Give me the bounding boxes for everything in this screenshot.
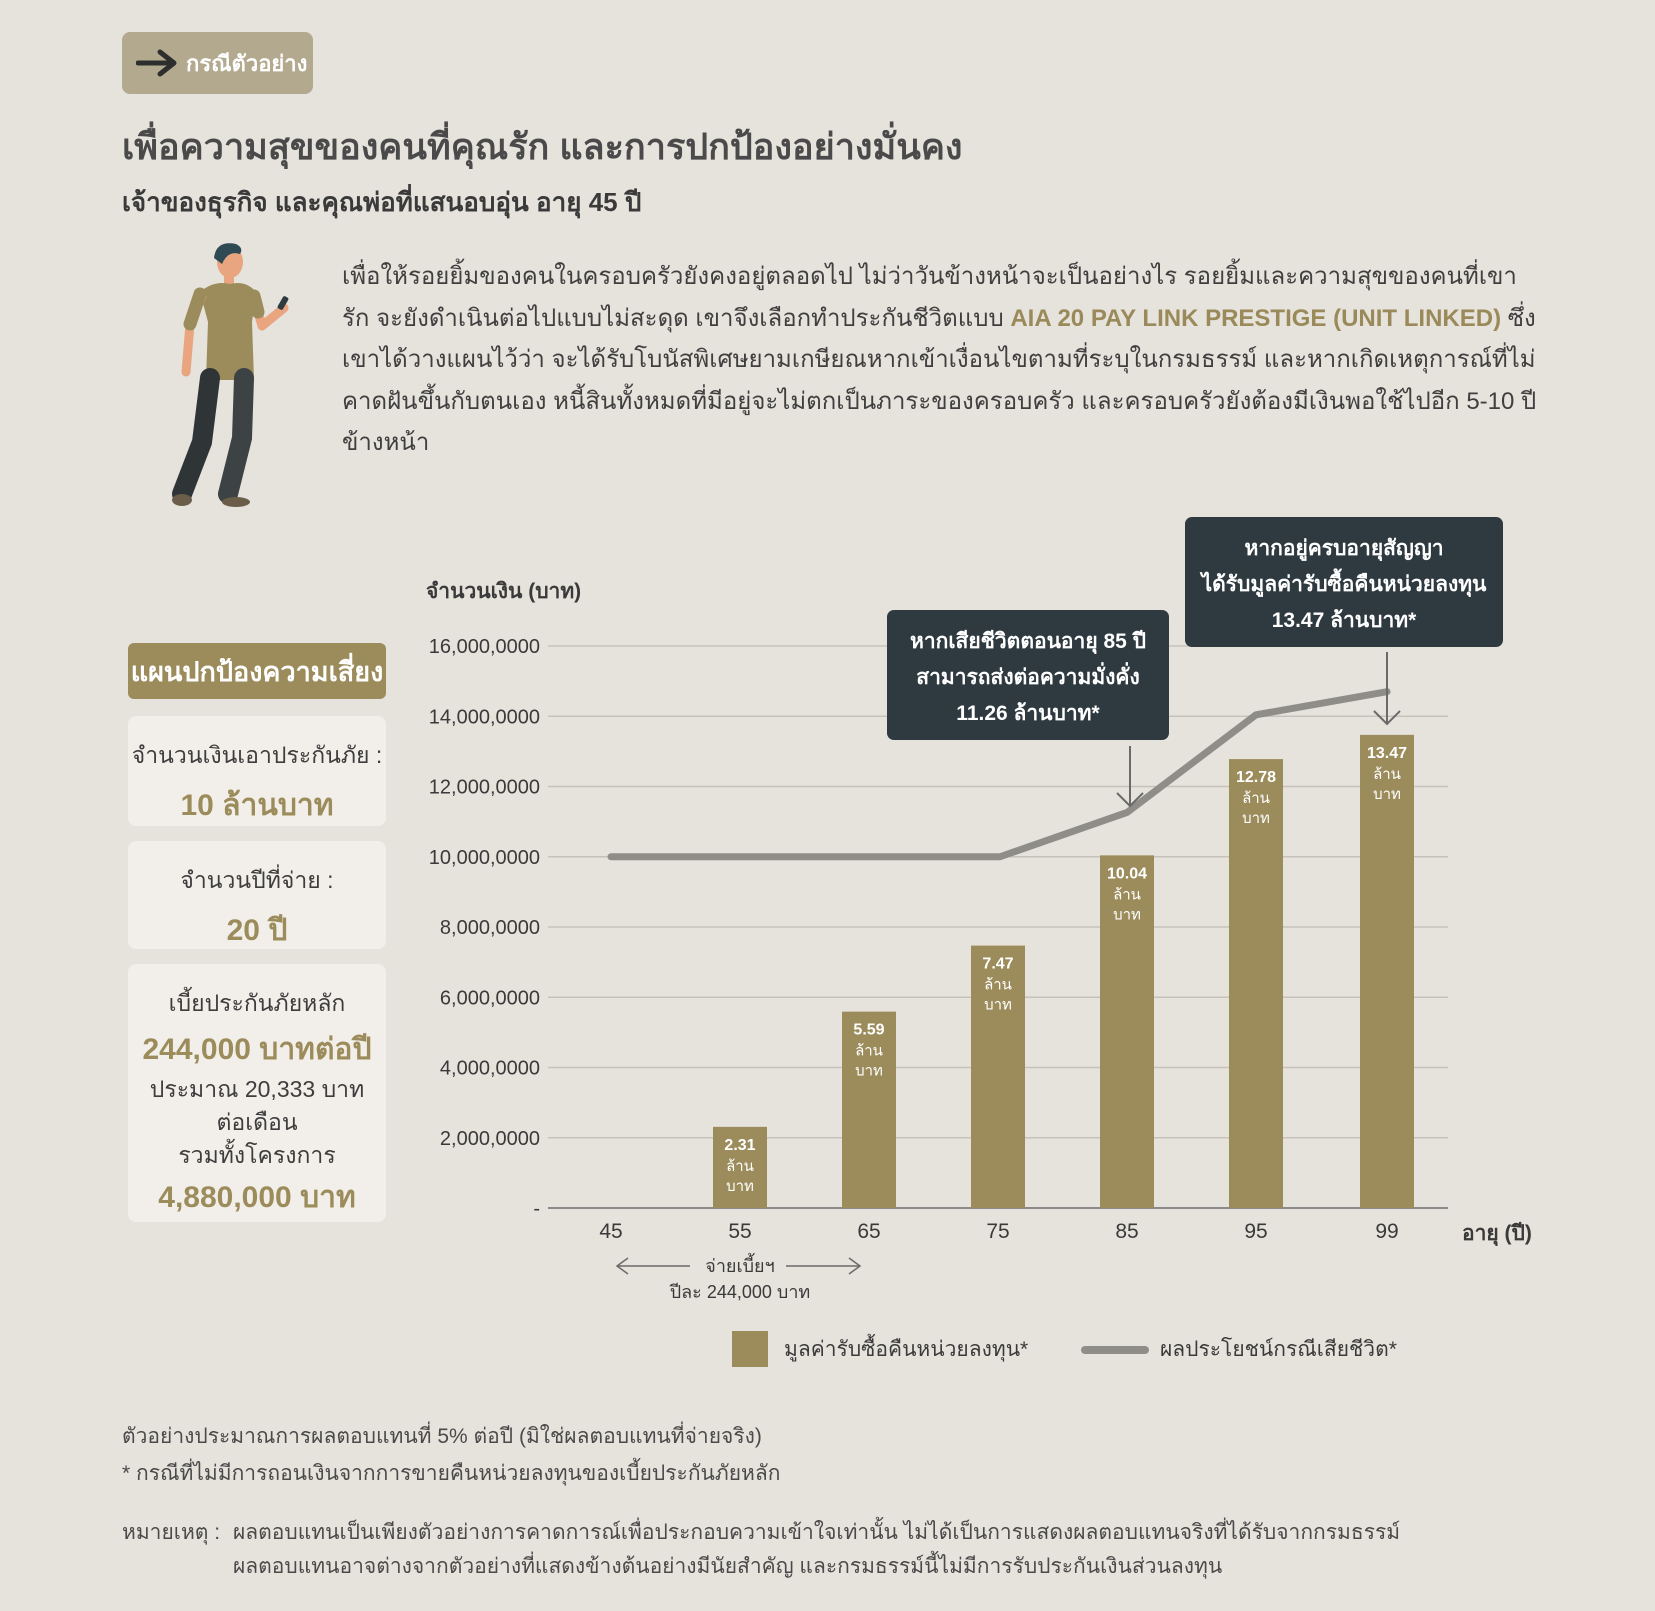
sidebar-title: แผนปกป้องความเสี่ยง bbox=[128, 643, 386, 699]
premium-monthly-1: ประมาณ 20,333 บาท bbox=[149, 1076, 365, 1102]
sum-assured-value: 10 ล้านบาท bbox=[180, 789, 334, 822]
premium-monthly-2: ต่อเดือน bbox=[216, 1109, 298, 1135]
y-axis-title: จำนวนเงิน (บาท) bbox=[426, 580, 582, 603]
callout-text: ได้รับมูลค่ารับซื้อคืนหน่วยลงทุน bbox=[1201, 573, 1487, 596]
callout-text: หากเสียชีวิตตอนอายุ 85 ปี bbox=[909, 630, 1147, 653]
footnote-2: * กรณีที่ไม่มีการถอนเงินจากการขายคืนหน่วยลงทุนของเบี้ยประกันภัยหลัก bbox=[122, 1462, 781, 1485]
footnote-1: ตัวอย่างประมาณการผลตอบแทนที่ 5% ต่อปี (มิใช่ผลตอบแทนที่จ่ายจริง) bbox=[122, 1425, 762, 1448]
x-tick-label: 45 bbox=[599, 1220, 623, 1243]
bar-unit-label: ล้าน bbox=[855, 1042, 883, 1060]
note-label: หมายเหตุ : bbox=[122, 1521, 221, 1544]
page-title: เพื่อความสุขของคนที่คุณรัก และการปกป้องอย่างมั่นคง bbox=[122, 126, 963, 167]
case-tag-label: กรณีตัวอย่าง bbox=[186, 50, 308, 76]
page-subtitle: เจ้าของธุรกิจ และคุณพ่อที่แสนอบอุ่น อายุ 45 ปี bbox=[122, 187, 642, 217]
note-line-2: ผลตอบแทนอาจต่างจากตัวอย่างที่แสดงข้างต้นอย่างมีนัยสำคัญ และกรมธรรม์นี้ไม่มีการรับประกันเงินส่วนลงทุน bbox=[233, 1555, 1223, 1578]
x-axis-title: อายุ (ปี) bbox=[1462, 1222, 1532, 1245]
pay-years-value: 20 ปี bbox=[226, 914, 288, 947]
bar-value-label: 10.04 bbox=[1106, 865, 1148, 883]
bar-value-label: 7.47 bbox=[982, 955, 1014, 973]
bar-unit-label: บาท bbox=[984, 996, 1012, 1014]
bar-unit-label: บาท bbox=[1242, 810, 1270, 828]
bar bbox=[842, 1012, 896, 1208]
x-tick-label: 55 bbox=[728, 1220, 752, 1243]
note-line-1: ผลตอบแทนเป็นเพียงตัวอย่างการคาดการณ์เพื่อประกอบความเข้าใจเท่านั้น ไม่ได้เป็นการแสดงผลตอบแทนจริงที่ได้รับจากกรมธรรม์ bbox=[233, 1521, 1401, 1544]
legend-label-line: ผลประโยชน์กรณีเสียชีวิต* bbox=[1160, 1338, 1397, 1361]
x-tick-label: 85 bbox=[1115, 1220, 1139, 1243]
y-tick-label: 8,000,0000 bbox=[439, 917, 540, 939]
bar-value-label: 5.59 bbox=[853, 1021, 885, 1039]
pay-years-label: จำนวนปีที่จ่าย : bbox=[180, 867, 334, 893]
bar-unit-label: บาท bbox=[1373, 785, 1401, 803]
y-tick-label: 6,000,0000 bbox=[439, 987, 540, 1010]
story-part1: เพื่อให้รอยยิ้มของคนในครอบครัวยังคงอยู่ตลอดไป ไม่ว่าวันข้างหน้าจะเป็นอย่างไร รอยยิ้มและความสุขของคนที่เขารัก จะยังดำเนินต่อไปแบบไม่สะดุด เขาจึงเลือกทำประกันชีวิตแบบ bbox=[342, 263, 1517, 332]
note-text bbox=[233, 1516, 1400, 1584]
bar-unit-label: ล้าน bbox=[1242, 790, 1270, 808]
bar-unit-label: ล้าน bbox=[1113, 886, 1141, 904]
bar bbox=[1360, 735, 1414, 1208]
total-label: รวมทั้งโครงการ bbox=[178, 1142, 336, 1168]
x-tick-label: 75 bbox=[986, 1220, 1010, 1243]
sum-assured-label: จำนวนเงินเอาประกันภัย : bbox=[131, 742, 383, 768]
bar-unit-label: ล้าน bbox=[1373, 765, 1401, 783]
bar-value-label: 12.78 bbox=[1235, 769, 1277, 787]
bar-value-label: 2.31 bbox=[724, 1136, 756, 1154]
bar-value-label: 13.47 bbox=[1366, 744, 1408, 762]
x-tick-label: 95 bbox=[1244, 1220, 1268, 1243]
callout-text: 13.47 ล้านบาท* bbox=[1271, 609, 1417, 632]
y-tick-label: 16,000,0000 bbox=[428, 636, 540, 658]
x-tick-label: 65 bbox=[857, 1220, 881, 1243]
pay-period-label: จ่ายเบี้ยฯ bbox=[705, 1256, 775, 1276]
bar-unit-label: ล้าน bbox=[984, 976, 1012, 994]
y-tick-label: - bbox=[533, 1198, 540, 1220]
premium-label: เบี้ยประกันภัยหลัก bbox=[168, 990, 346, 1016]
y-tick-label: 14,000,0000 bbox=[428, 706, 540, 729]
pay-period-amount: ปีละ 244,000 บาท bbox=[669, 1282, 811, 1302]
bar-unit-label: บาท bbox=[855, 1062, 883, 1080]
y-tick-label: 12,000,0000 bbox=[428, 776, 540, 799]
callout-text: สามารถส่งต่อความมั่งคั่ง bbox=[916, 666, 1140, 689]
y-tick-label: 4,000,0000 bbox=[439, 1057, 540, 1080]
product-name: AIA 20 PAY LINK PRESTIGE (UNIT LINKED) bbox=[1010, 304, 1502, 332]
y-tick-label: 2,000,0000 bbox=[439, 1127, 540, 1150]
bar-unit-label: บาท bbox=[726, 1177, 754, 1195]
premium-value: 244,000 บาทต่อปี bbox=[142, 1033, 372, 1066]
bar-unit-label: ล้าน bbox=[726, 1157, 754, 1175]
callout-text: 11.26 ล้านบาท* bbox=[956, 702, 1100, 725]
legend-label-bar: มูลค่ารับซื้อคืนหน่วยลงทุน* bbox=[784, 1338, 1029, 1361]
y-tick-label: 10,000,0000 bbox=[428, 846, 540, 869]
total-value: 4,880,000 บาท bbox=[158, 1181, 356, 1214]
x-tick-label: 99 bbox=[1375, 1220, 1399, 1243]
bar-unit-label: บาท bbox=[1113, 906, 1141, 924]
callout-text: หากอยู่ครบอายุสัญญา bbox=[1244, 537, 1444, 560]
legend-swatch-bar bbox=[732, 1331, 768, 1367]
story-part2: ซึ่งเขาได้วางแผนไว้ว่า จะได้รับโบนัสพิเศษยามเกษียณหากเข้าเงื่อนไขตามที่ระบุในกรมธรรม์ และหากเกิดเหตุการณ์ที่ไม่คาดฝันขึ้นกับตนเอง หนี้สินทั้งหมดที่มีอยู่จะไม่ตกเป็นภาระของครอบครัว และครอบครัวยังต้องมีเงินพอใช้ไปอีก 5-10 ปีข้างหน้า bbox=[342, 304, 1537, 456]
